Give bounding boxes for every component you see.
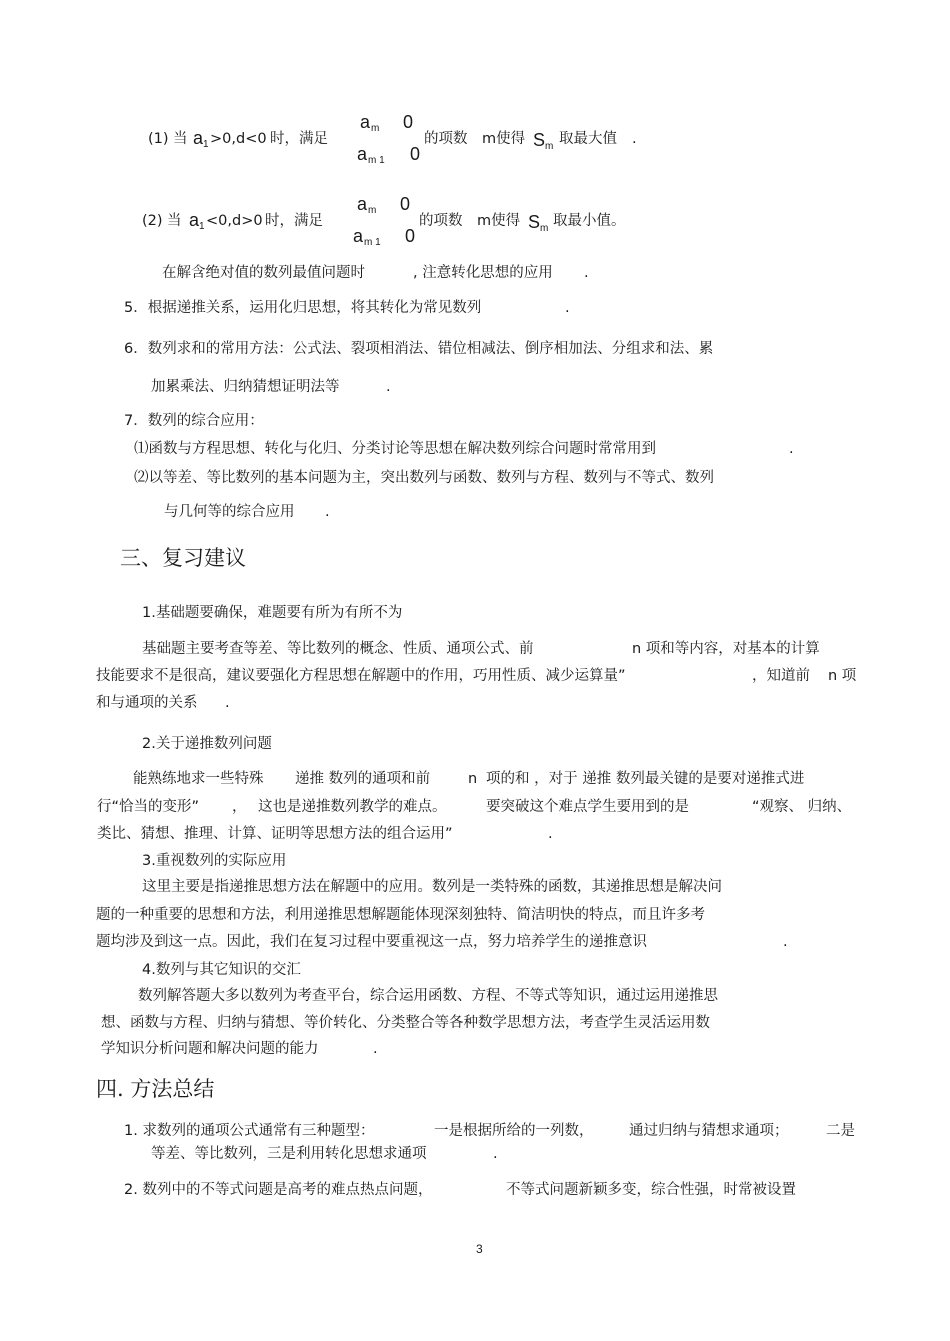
s1-line3-dot: . — [225, 695, 230, 711]
s2-line2b: ， — [232, 799, 247, 815]
s4-line2: 想、函数与方程、归纳与猜想、等价转化、分类整合等各种数学思想方法，考查学生灵活运用数 — [101, 1015, 710, 1031]
case1-a: a — [193, 128, 204, 148]
s2-line1d: 项的和 ，对于 递推 数列最关键的是要对递推式进 — [486, 771, 805, 787]
item5-dot: . — [565, 300, 570, 316]
item6-line1: 6．数列求和的常用方法：公式法、裂项相消法、错位相减法、倒序相加法、分组求和法、累 — [124, 341, 714, 357]
s4-line3: 学知识分析问题和解决问题的能力 — [101, 1041, 319, 1057]
m2-b: 不等式问题新颖多变，综合性强，时常被设置 — [506, 1182, 796, 1198]
m1-a: 1. 求数列的通项公式通常有三种题型： — [124, 1123, 375, 1139]
item7-p1-dot: . — [789, 441, 794, 457]
case2-dang: 当 — [167, 213, 182, 229]
case1-number: (1) — [148, 131, 169, 147]
case1-condition: >0,d<0 — [210, 131, 267, 147]
s2-line3: 类比、猜想、推理、计算、证明等思想方法的组合运用” — [97, 826, 453, 842]
s2-line2d: 要突破这个难点学生要用到的是 — [486, 799, 689, 815]
item7-p2: ⑵以等差、等比数列的基本问题为主，突出数列与函数、数列与方程、数列与不等式、数列 — [134, 470, 714, 486]
s1-line2a: 技能要求不是很高，建议要强化方程思想在解题中的作用，巧用性质、减少运算量” — [96, 668, 626, 684]
s4-title: 4.数列与其它知识的交汇 — [142, 962, 301, 978]
case1-top-a: a — [360, 112, 371, 132]
case2-S-sub: m — [540, 223, 549, 234]
case2-bot-zero: 0 — [405, 226, 416, 246]
s4-line1: 数列解答题大多以数列为考查平台，综合运用函数、方程、不等式等知识，通过运用递推思 — [138, 988, 718, 1004]
item7-title: 7．数列的综合应用： — [124, 413, 264, 429]
case2-satisfy: 时，满足 — [265, 213, 323, 229]
s2-line1b: 递推 数列的通项和前 — [295, 771, 431, 787]
case1-dang: 当 — [173, 131, 188, 147]
case1-top-zero: 0 — [403, 112, 414, 132]
item6-dot: . — [386, 379, 391, 395]
case1-top-sub: m — [371, 123, 380, 134]
s2-line1a: 能熟练地求一些特殊 — [133, 771, 264, 787]
m1-c: 通过归纳与猜想求通项； — [629, 1123, 789, 1139]
m1-d: 二是 — [826, 1123, 855, 1139]
case2-bot-sub: m 1 — [364, 237, 381, 248]
s3-line3-dot: . — [783, 934, 788, 950]
s3-line2: 题的一种重要的思想和方法，利用递推思想解题能体现深刻独特、简洁明快的特点，而且许多考 — [96, 907, 705, 923]
s4-line3-dot: . — [373, 1041, 378, 1057]
m2-a: 2. 数列中的不等式问题是高考的难点热点问题， — [124, 1182, 433, 1198]
case1-bot-sub: m 1 — [368, 155, 385, 166]
case1-S-sub: m — [545, 141, 554, 152]
abs-note-2: , 注意转化思想的应用 — [413, 265, 553, 281]
case1-S: S — [533, 130, 546, 150]
s1-line2c: n 项 — [828, 668, 857, 684]
abs-note-dot: . — [584, 265, 589, 281]
item6-line2: 加累乘法、归纳猜想证明法等 — [151, 379, 340, 395]
case2-tail3: 取最小值。 — [553, 213, 626, 229]
case2-a-sub: 1 — [199, 221, 205, 232]
s2-line2a: 行“恰当的变形” — [97, 799, 200, 815]
item5-text: 5．根据递推关系，运用化归思想，将其转化为常见数列 — [124, 300, 482, 316]
s2-line3-dot: . — [548, 826, 553, 842]
case1-tail2: m使得 — [482, 131, 526, 147]
case1-satisfy: 时，满足 — [270, 131, 328, 147]
case2-condition: <0,d>0 — [206, 213, 263, 229]
case2-S: S — [528, 212, 541, 232]
case2-top-sub: m — [368, 205, 377, 216]
case2-top-a: a — [357, 194, 368, 214]
s3-line1: 这里主要是指递推思想方法在解题中的应用。数列是一类特殊的函数，其递推思想是解决问 — [142, 879, 722, 895]
section4-heading: 四. 方法总结 — [96, 1077, 215, 1101]
case1-tail1: 的项数 — [424, 131, 468, 147]
case2-number: (2) — [142, 213, 163, 229]
s1-title: 1.基础题要确保，难题要有所为有所不为 — [142, 605, 403, 621]
case2-tail2: m使得 — [477, 213, 521, 229]
s2-line2c: 这也是递推数列教学的难点。 — [258, 799, 447, 815]
s1-line3: 和与通项的关系 — [96, 695, 198, 711]
case2-a: a — [189, 210, 200, 230]
item7-p1: ⑴函数与方程思想、转化与化归、分类讨论等思想在解决数列综合问题时常常用到 — [134, 441, 656, 457]
m1-b: 一是根据所给的一列数， — [434, 1123, 594, 1139]
case1-bot-a: a — [357, 144, 368, 164]
item7-p2b: 与几何等的综合应用 — [164, 504, 295, 520]
case1-dot: . — [632, 131, 637, 147]
item7-p2-dot: . — [325, 504, 330, 520]
s1-line2b: ，知道前 — [752, 668, 810, 684]
s3-line3: 题均涉及到这一点。因此，我们在复习过程中要重视这一点，努力培养学生的递推意识 — [96, 934, 647, 950]
page-number: 3 — [476, 1242, 483, 1256]
case2-tail1: 的项数 — [419, 213, 463, 229]
s2-title: 2.关于递推数列问题 — [142, 736, 272, 752]
s3-title: 3.重视数列的实际应用 — [142, 853, 287, 869]
m1-line2: 等差、等比数列，三是利用转化思想求通项 — [151, 1146, 427, 1162]
s2-line2e: “观察、 归纳、 — [752, 799, 852, 815]
case1-bot-zero: 0 — [410, 144, 421, 164]
case2-bot-a: a — [353, 226, 364, 246]
section3-heading: 三、复习建议 — [120, 546, 246, 570]
case2-top-zero: 0 — [400, 194, 411, 214]
s1-line1a: 基础题主要考查等差、等比数列的概念、性质、通项公式、前 — [142, 641, 534, 657]
case1-a-sub: 1 — [203, 139, 209, 150]
s1-line1b: n 项和等内容，对基本的计算 — [632, 641, 820, 657]
s2-line1c: n — [468, 771, 478, 787]
case1-tail3: 取最大值 — [559, 131, 617, 147]
abs-note: 在解含绝对值的数列最值问题时 — [162, 265, 365, 281]
m1-dot: . — [493, 1146, 498, 1162]
